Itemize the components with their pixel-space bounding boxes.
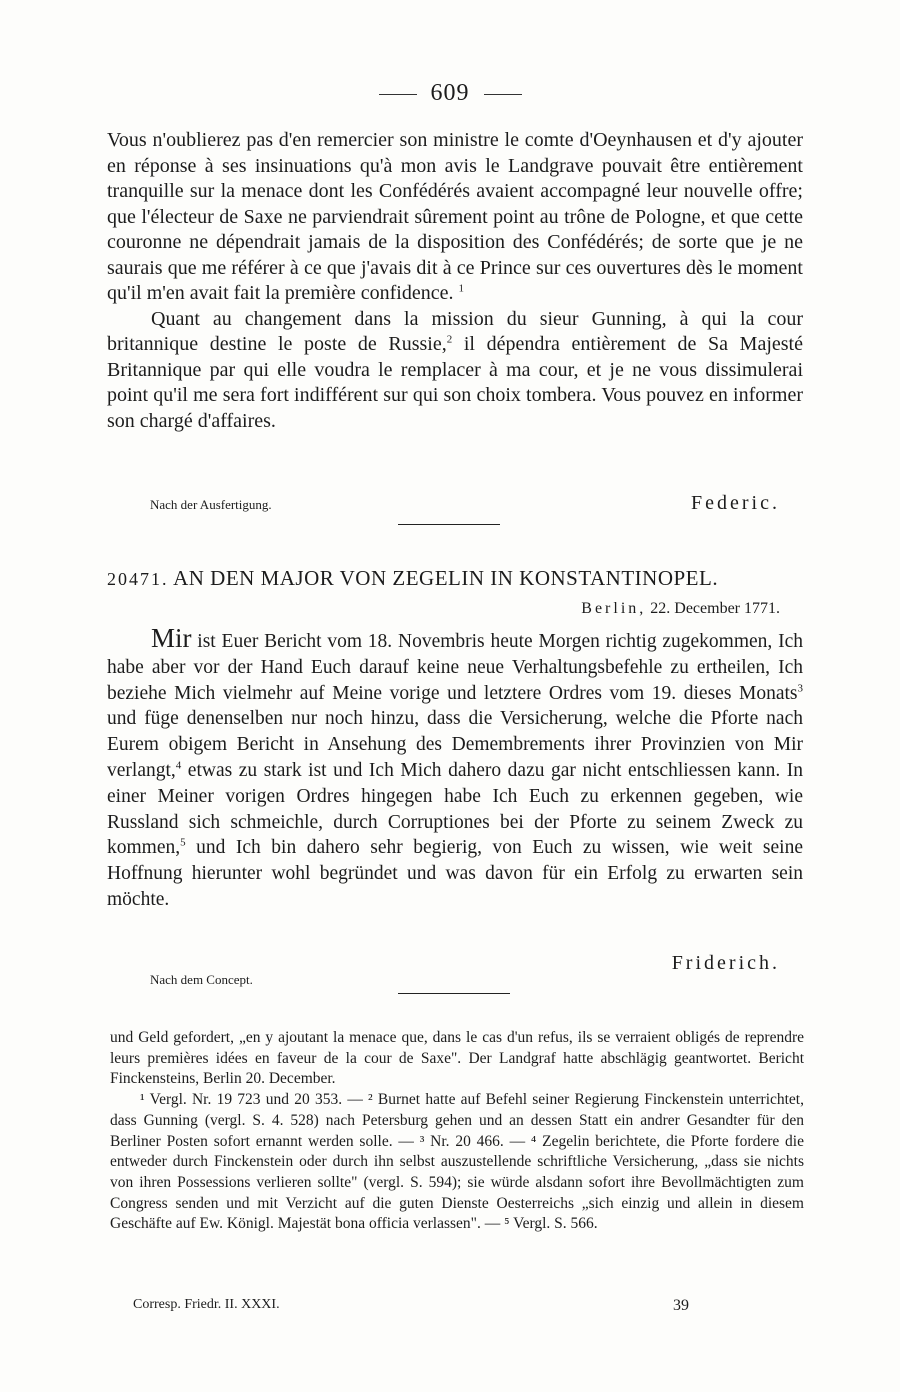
previous-letter-text [107, 128, 803, 434]
footnote-ref-1: 1 [458, 282, 464, 295]
letter-text-d: und Ich bin dahero sehr begierig, von Euch zu wissen, wie weit seine Hoffnung hierunter wohl begründet und was davon für ein Erfolg zu erwarten sein möchte. [107, 837, 803, 910]
letter-place: Berlin, [581, 600, 647, 617]
letter-place-date [581, 600, 780, 618]
letter-paragraph [107, 623, 803, 913]
letter-text-b: und füge denenselben nur noch hinzu, dass die Versicherung, welche die Pforte nach Eurem obigem Bericht in Ansehung des Demembrements ihrer Provinzien von Mir verlangt, [107, 708, 803, 781]
footnote-ref-5: 5 [180, 836, 186, 849]
right-dash [484, 94, 522, 95]
footnote-ref-2: 2 [446, 333, 453, 346]
letter-signature: Friderich. [671, 952, 780, 974]
footnotes [110, 1028, 804, 1235]
letter-heading [107, 566, 807, 591]
paragraph-1 [107, 128, 803, 307]
page-number: 609 [430, 80, 470, 106]
previous-signature: Federic. [691, 492, 780, 514]
page-number-header [0, 80, 900, 107]
paragraph-2-text-a: Quant au changement dans la mission du sieur Gunning, à qui la cour britannique destine le poste de Russie, [107, 307, 803, 355]
letter-initial-word: Mir [151, 623, 192, 653]
footnote-continuation: und Geld gefordert, „en y ajoutant la menace que, dans le cas d'un refus, ils se verraient obligés de reprendre leurs premières idées en faveur de la cour de Saxe". Der Landgraf hatte abschlägig geantwortet. Bericht Finckensteins, Berlin 20. December. [110, 1029, 804, 1088]
letter-body [107, 623, 803, 913]
letter-number: 20471. [107, 569, 169, 589]
collection-signature: Corresp. Friedr. II. XXXI. [133, 1297, 280, 1312]
paragraph-1-text: Vous n'oublierez pas d'en remercier son ministre le comte d'Oeynhausen et d'y ajouter en réponse à ses insinuations qu'à mon avis le Landgrave pouvait être entièrement tranquille sur la menace dont les Confédérés avaient accompagné leur nouvelle offre; que l'électeur de Saxe ne parviendrait sûrement point au trône de Pologne, et que cette couronne ne dépendrait jamais de la disposition des Confédérés; de sorte que je ne saurais que me référer à ce que j'avais dit à ce Prince sur ces ouvertures dès le moment qu'il m'en avait fait la première confidence. [107, 129, 803, 304]
sheet-number: 39 [673, 1297, 689, 1314]
footnote-ref-4: 4 [175, 759, 182, 772]
footnote-list: ¹ Vergl. Nr. 19 723 und 20 353. — ² Burnet hatte auf Befehl seiner Regierung Finckenstein unterrichtet, dass Gunning (vergl. S. 4. 528) nach Petersburg gehen und an dessen Statt ein andrer Gesandter für den Berliner Posten sofort ernannt werden solle. — ³ Nr. 20 466. — ⁴ Zegelin berichtete, die Pforte fordere die entweder durch Finckenstein oder durch ihn selbst auszustellende schriftliche Versicherung, „dass sie nichts von ihren Possessions verlieren sollte" (vergl. S. 594); sie würde alsdann sofort ihre Bevollmächtigten zum Congress senden und mit Verzicht auf die guten Dienste Oesterreichs „sich einzig und allein in diesem Geschäfte auf Ew. Königl. Majestät bona officia verlassen". — ⁵ Vergl. S. 566. [110, 1091, 804, 1233]
section-divider-2 [398, 993, 510, 994]
previous-source-note: Nach der Ausfertigung. [150, 497, 272, 512]
letter-text-a: ist Euer Bericht vom 18. Novembris heute Morgen richtig zugekommen, Ich habe aber vor der Hand Euch darauf keine neue Verhaltungsbefehle zu ertheilen, Ich beziehe Mich vielmehr auf Meine vorige und letztere Ordres vom 19. dieses Monats [107, 631, 803, 704]
letter-text-c: etwas zu stark ist und Ich Mich dahero dazu gar nicht entschliessen kann. In einer Meiner vorigen Ordres hingegen habe Ich Euch zu erkennen gegeben, wie Russland sich schmeichle, durch Corruptiones bei der Pforte zu seinem Zweck zu kommen, [107, 759, 803, 859]
section-divider-1 [398, 524, 500, 525]
paragraph-2 [107, 307, 803, 435]
paragraph-2-text-b: il dépendra entièrement de Sa Majesté Britannique par qui elle voudra le remplacer à ma cour, et je ne vous dissimulerai point qu'il me sera fort indifférent sur qui son choix tombera. Vous pouvez en informer son chargé d'affaires. [107, 333, 803, 432]
footnote-ref-3: 3 [797, 682, 803, 695]
letter-title: AN DEN MAJOR VON ZEGELIN IN KONSTANTINOPEL. [173, 566, 719, 590]
left-dash [379, 94, 417, 95]
letter-source-note: Nach dem Concept. [150, 972, 253, 987]
letter-date: 22. December 1771. [650, 600, 780, 617]
